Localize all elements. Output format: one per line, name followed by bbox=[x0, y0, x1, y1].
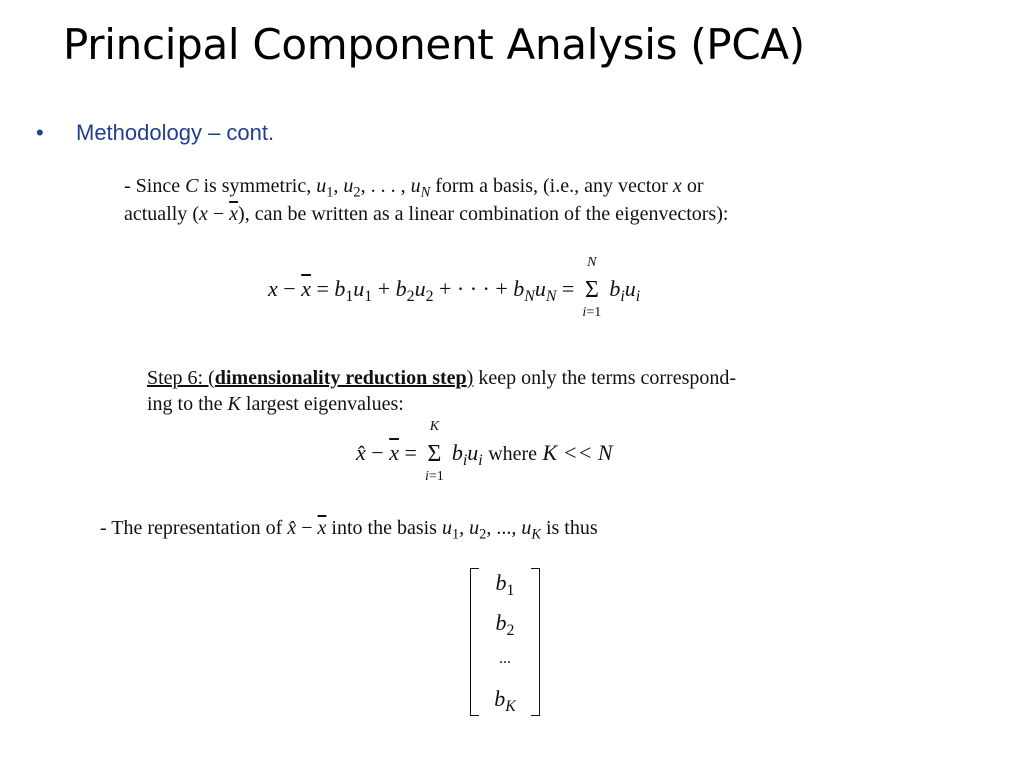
representation-paragraph: - The representation of x̂ − $\overline{x}$ into the basis $u_1$, $u_2$, ..., $u_K$ is thus bbox=[100, 517, 598, 543]
vector-entry-b1: $b_1$ bbox=[495, 570, 515, 599]
slide-title: Principal Component Analysis (PCA) bbox=[63, 20, 805, 69]
step6-bold-label: dimensionality reduction step bbox=[214, 367, 467, 389]
bullet-text: Methodology – cont. bbox=[76, 120, 275, 145]
coefficient-vector bbox=[470, 568, 540, 716]
bullet-symbol: • bbox=[36, 120, 44, 145]
vector-entry-b2: $b_2$ bbox=[495, 610, 515, 639]
paragraph-since: - Since C is symmetric, $u_1$, $u_2$, . . . , $u_N$ form a basis, (i.e., any vector x or actually $(x - \overline{x})$, can be written as a linear combination of the eigenvectors): bbox=[124, 175, 729, 225]
vector-entry-ellipsis: ... bbox=[499, 650, 511, 667]
vector-entry-bK: $b_K$ bbox=[494, 686, 516, 715]
equation-expansion: $x - \overline{x} = b_1u_1 + b_2u_2$ + · · · + $b_Nu_N$ = N Σ i=1 $b_iu_i$ bbox=[268, 255, 641, 321]
step6-paragraph: Step 6: (dimensionality reduction step) keep only the terms correspond- ing to the K largest eigenvalues: bbox=[147, 367, 737, 415]
equation-truncated: x̂ − $\overline{x}$ = K Σ i=1 $b_iu_i$ where K << N bbox=[356, 419, 613, 485]
